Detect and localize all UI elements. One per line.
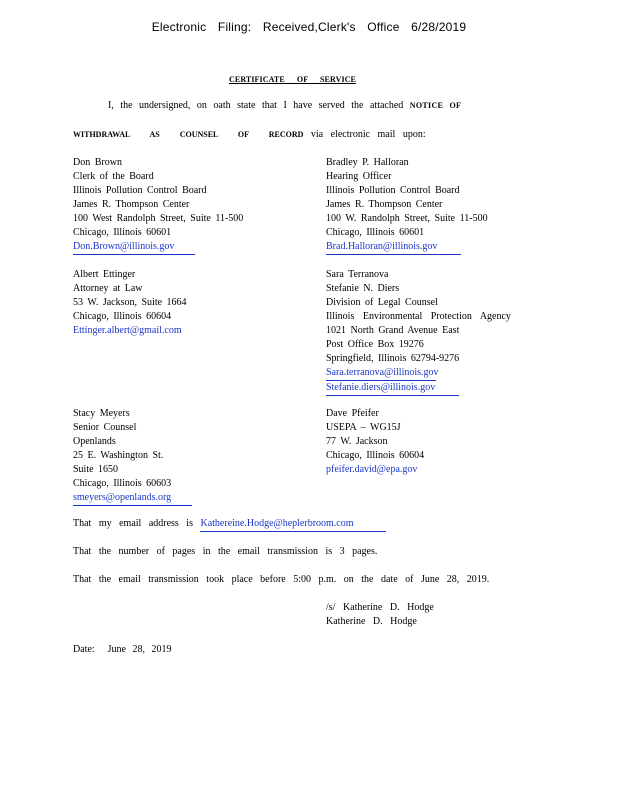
email-link[interactable]: Sara.terranova@illinois.gov xyxy=(326,366,436,381)
recipient-block-don-brown xyxy=(73,156,243,255)
recipient-line: Division of Legal Counsel xyxy=(326,297,438,308)
recipient-line: Illinois Pollution Control Board xyxy=(326,185,460,196)
statement-pages: That the number of pages in the email transmission is 3 pages. xyxy=(73,546,378,557)
recipient-line: 100 West Randolph Street, Suite 11-500 xyxy=(73,213,244,224)
recipient-line: Chicago, Illinois 60601 xyxy=(73,227,172,238)
sender-email-link[interactable]: Kathereine.Hodge@heplerbroom.com xyxy=(200,517,386,532)
email-link[interactable]: pfeifer.david@epa.gov xyxy=(326,464,418,475)
recipient-block-dave-pfeifer xyxy=(326,407,424,477)
statement-text: That my email address is xyxy=(73,518,193,529)
recipient-line: USEPA – WG15J xyxy=(326,422,401,433)
recipient-line: Stefanie N. Diers xyxy=(326,283,400,294)
recipient-line: Sara Terranova xyxy=(326,269,389,280)
notice-title-part2: WITHDRAWAL AS COUNSEL OF RECORD xyxy=(73,130,304,139)
recipient-line: 100 W. Randolph Street, Suite 11-500 xyxy=(326,213,488,224)
recipient-line: James R. Thompson Center xyxy=(73,199,190,210)
email-link[interactable]: Brad.Halloran@illinois.gov xyxy=(326,240,461,255)
filing-header: Electronic Filing: Received,Clerk's Office 6/28/2019 xyxy=(151,20,467,34)
recipient-line: Senior Counsel xyxy=(73,422,137,433)
statement-email xyxy=(73,517,386,532)
recipient-line: Clerk of the Board xyxy=(73,171,154,182)
recipient-line: 53 W. Jackson, Suite 1664 xyxy=(73,297,187,308)
recipient-line: Albert Ettinger xyxy=(73,269,136,280)
recipient-line: Illinois Environmental Protection Agency xyxy=(326,311,511,322)
email-link[interactable]: Stefanie.diers@illinois.gov xyxy=(326,381,459,396)
recipient-line: Attorney at Law xyxy=(73,283,143,294)
recipient-line: 25 E. Washington St. xyxy=(73,450,164,461)
intro-line-2 xyxy=(73,128,426,142)
signature-electronic: /s/ Katherine D. Hodge xyxy=(326,602,434,613)
recipient-line: Openlands xyxy=(73,436,116,447)
document-title: CERTIFICATE OF SERVICE xyxy=(229,75,356,84)
recipient-line: Dave Pfeifer xyxy=(326,408,379,419)
email-link[interactable]: Ettinger.albert@gmail.com xyxy=(73,325,182,336)
document-date: Date: June 28, 2019 xyxy=(73,644,172,655)
intro-line-1 xyxy=(108,99,461,113)
recipient-block-stacy-meyers xyxy=(73,407,192,506)
recipient-block-bradley-halloran xyxy=(326,156,488,255)
recipient-line: 1021 North Grand Avenue East xyxy=(326,325,460,336)
email-link[interactable]: Don.Brown@illinois.gov xyxy=(73,240,195,255)
recipient-line: Chicago, Illinois 60601 xyxy=(326,227,425,238)
recipient-line: Chicago, Illinois 60604 xyxy=(73,311,172,322)
recipient-block-terranova-diers xyxy=(326,268,511,396)
recipient-line: Hearing Officer xyxy=(326,171,392,182)
recipient-line: Post Office Box 19276 xyxy=(326,339,424,350)
recipient-line: Suite 1650 xyxy=(73,464,119,475)
intro-text: I, the undersigned, on oath state that I have served the attached xyxy=(108,100,404,111)
intro-text-suffix: via electronic mail upon: xyxy=(310,129,426,140)
signature-name: Katherine D. Hodge xyxy=(326,616,417,627)
recipient-line: Springfield, Illinois 62794-9276 xyxy=(326,353,460,364)
recipient-block-albert-ettinger xyxy=(73,268,187,338)
notice-title-part1: NOTICE OF xyxy=(409,101,462,110)
signature-block xyxy=(326,601,434,629)
recipient-line: James R. Thompson Center xyxy=(326,199,443,210)
recipient-line: Bradley P. Halloran xyxy=(326,157,409,168)
statement-time: That the email transmission took place before 5:00 p.m. on the date of June 28, 2019. xyxy=(73,574,490,585)
recipient-line: Chicago, Illinois 60604 xyxy=(326,450,425,461)
recipient-line: Stacy Meyers xyxy=(73,408,130,419)
recipient-line: Chicago, Illinois 60603 xyxy=(73,478,172,489)
recipient-line: Don Brown xyxy=(73,157,122,168)
email-link[interactable]: smeyers@openlands.org xyxy=(73,491,192,506)
recipient-line: Illinois Pollution Control Board xyxy=(73,185,207,196)
recipient-line: 77 W. Jackson xyxy=(326,436,388,447)
